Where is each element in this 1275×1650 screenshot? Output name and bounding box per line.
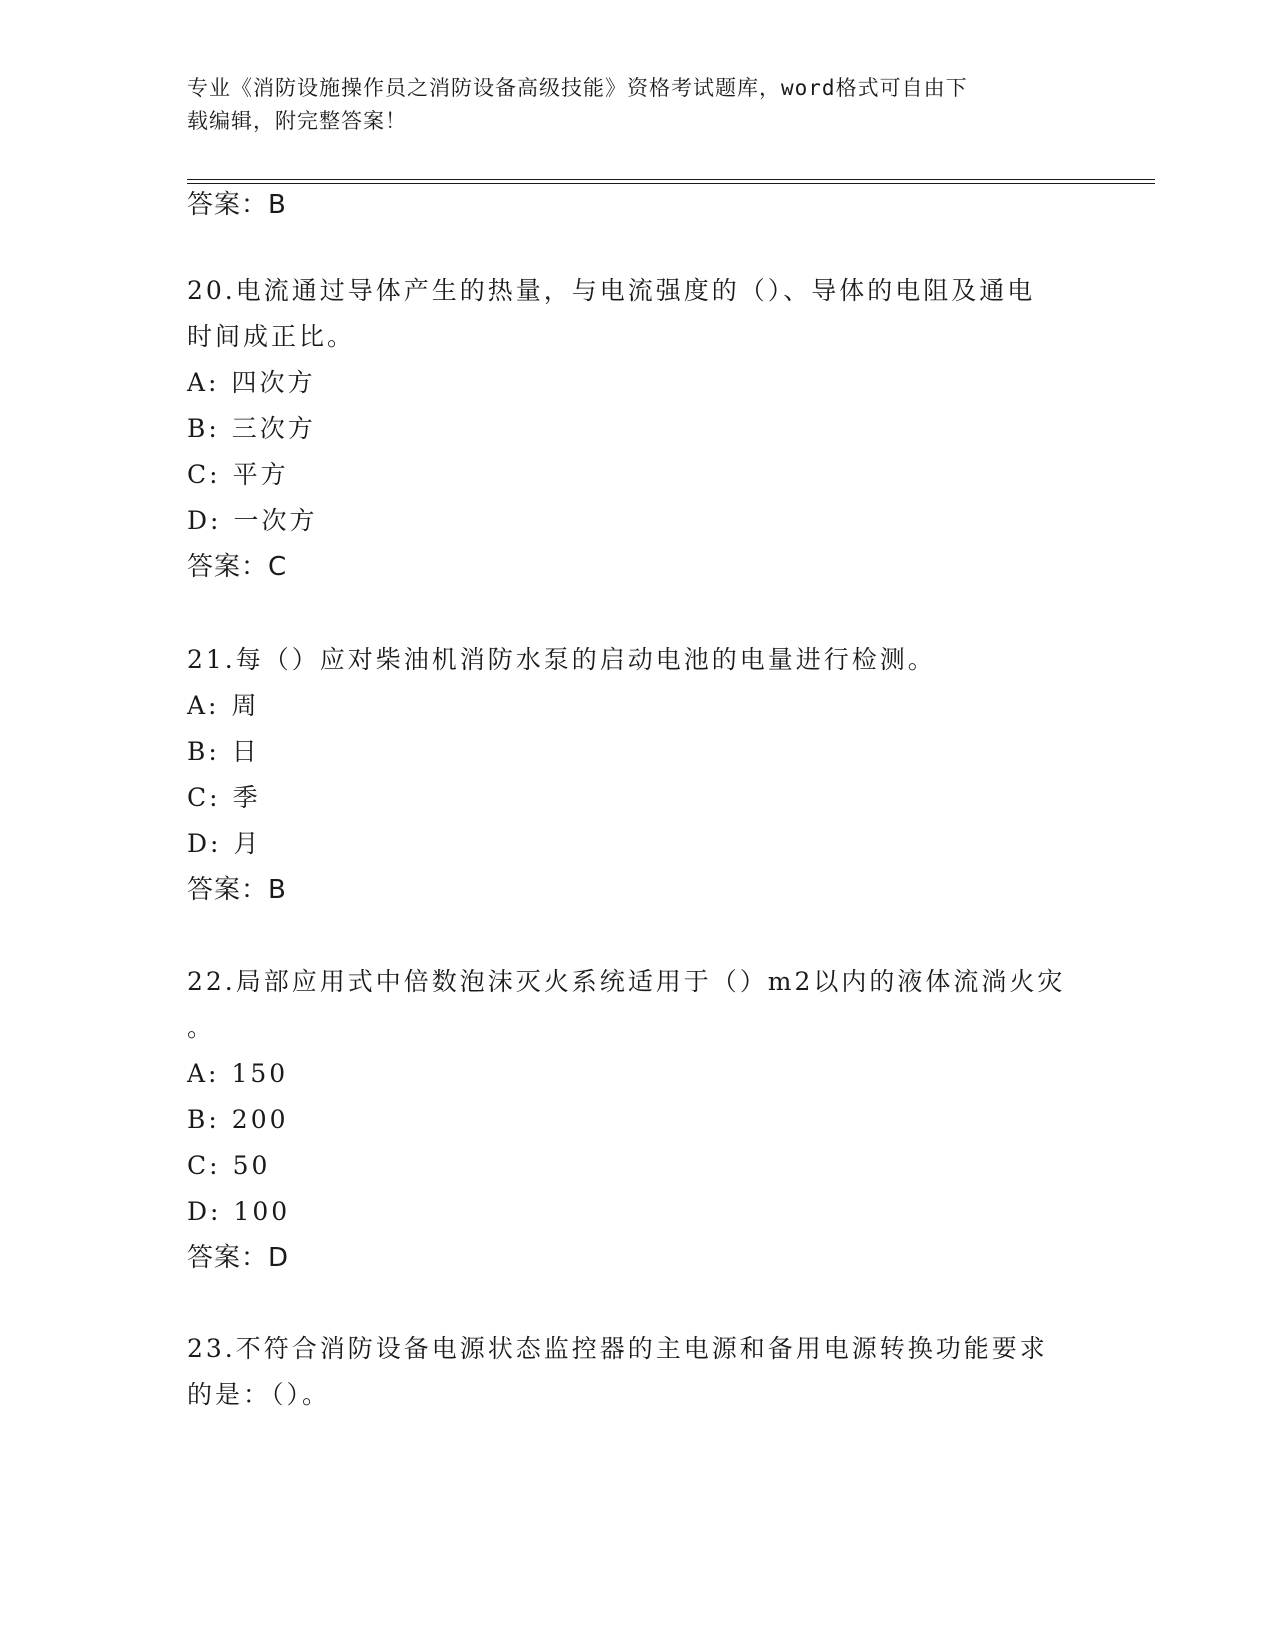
option-key: B: (187, 737, 220, 766)
option-text: 150 (231, 1059, 289, 1088)
question-text-line: 23.不符合消防设备电源状态监控器的主电源和备用电源转换功能要求 (187, 1334, 1048, 1363)
option-text: 月 (233, 829, 262, 858)
header-divider-top (187, 179, 1155, 180)
question-text-line: 时间成正比。 (187, 322, 356, 351)
option-text: 一次方 (233, 506, 318, 535)
option-text: 四次方 (231, 368, 316, 397)
option-key: B: (187, 414, 220, 443)
option-b (187, 406, 1087, 452)
answer-label: 答案：B (187, 875, 287, 905)
option-text: 周 (231, 691, 260, 720)
option-b (187, 1097, 1087, 1143)
header-line-1: 专业《消防设施操作员之消防设备高级技能》资格考试题库，word格式可自由下 (187, 76, 968, 100)
option-key: C: (187, 460, 221, 489)
answer-label: 答案：D (187, 1243, 290, 1273)
option-b (187, 729, 1087, 775)
question-23 (187, 1326, 1087, 1418)
option-text: 200 (231, 1105, 289, 1134)
answer-label: 答案：B (187, 190, 287, 220)
option-text: 平方 (232, 460, 289, 489)
question-text-line: 20.电流通过导体产生的热量，与电流强度的（）、导体的电阻及通电 (187, 276, 1036, 305)
option-text: 季 (232, 783, 261, 812)
previous-answer-block (187, 182, 1087, 228)
option-a (187, 360, 1087, 406)
question-22 (187, 959, 1087, 1281)
option-key: A: (187, 368, 220, 397)
option-a (187, 683, 1087, 729)
header-line-2: 载编辑，附完整答案！ (187, 109, 407, 133)
option-key: C: (187, 1151, 221, 1180)
option-a (187, 1051, 1087, 1097)
option-d (187, 821, 1087, 867)
question-20 (187, 268, 1087, 590)
option-d (187, 1189, 1087, 1235)
option-key: D: (187, 1197, 222, 1226)
option-d (187, 498, 1087, 544)
question-21 (187, 637, 1087, 913)
option-c (187, 452, 1087, 498)
option-c (187, 1143, 1087, 1189)
option-key: D: (187, 829, 222, 858)
option-key: C: (187, 783, 221, 812)
option-key: D: (187, 506, 222, 535)
question-text-line: 。 (187, 1013, 216, 1042)
question-text-line: 的是：（）。 (187, 1380, 331, 1409)
option-c (187, 775, 1087, 821)
option-text: 三次方 (231, 414, 316, 443)
option-key: A: (187, 691, 220, 720)
question-text-line: 22.局部应用式中倍数泡沫灭火系统适用于（）m2以内的液体流淌火灾 (187, 967, 1066, 996)
option-key: A: (187, 1059, 220, 1088)
document-header (187, 72, 1077, 138)
question-text-line: 21.每（）应对柴油机消防水泵的启动电池的电量进行检测。 (187, 645, 936, 674)
option-key: B: (187, 1105, 220, 1134)
option-text: 日 (231, 737, 260, 766)
answer-label: 答案：C (187, 552, 288, 582)
option-text: 100 (233, 1197, 291, 1226)
option-text: 50 (232, 1151, 271, 1180)
